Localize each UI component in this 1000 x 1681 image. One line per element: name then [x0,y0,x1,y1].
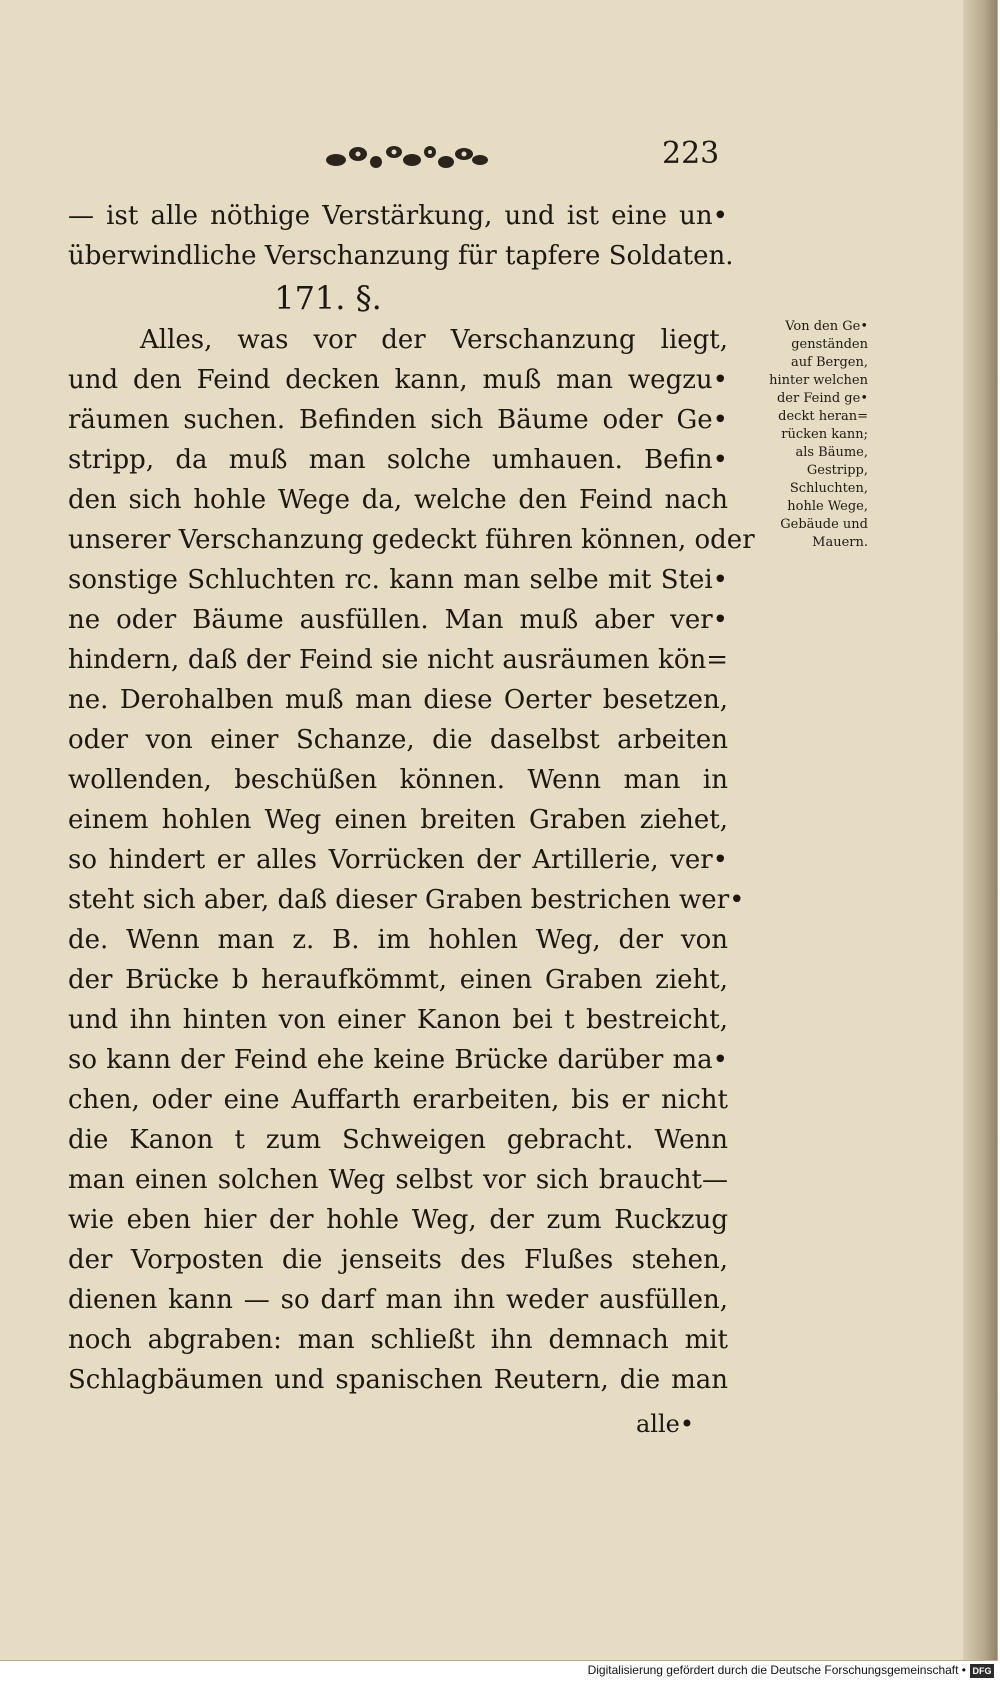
book-gutter [963,0,997,1660]
text-line: wie eben hier der hohle Weg, der zum Ruckzug [68,1205,728,1235]
text-line: sonstige Schluchten rc. kann man selbe mit Stei• [68,565,728,595]
text-line: ne oder Bäume ausfüllen. Man muß aber ver• [68,605,728,635]
text-line: und den Feind decken kann, muß man wegzu• [68,365,728,395]
floral-ornament-icon [322,140,490,174]
marginal-note [728,318,868,552]
text-line: — ist alle nöthige Verstärkung, und ist eine un• [68,201,728,231]
marginal-line: rücken kann; [781,427,868,442]
text-line: hindern, daß der Feind sie nicht ausräumen kön= [68,645,728,675]
text-line: Schlagbäumen und spanischen Reutern, die man [68,1365,728,1395]
marginal-line: hohle Wege, [787,499,868,514]
text-line: oder von einer Schanze, die daselbst arbeiten [68,725,728,755]
text-line: der Brücke b heraufkömmt, einen Graben zieht, [68,965,728,995]
text-line: steht sich aber, daß dieser Graben bestrichen wer• [68,885,745,915]
text-line: so kann der Feind ehe keine Brücke darüber ma• [68,1045,728,1075]
text-line: den sich hohle Wege da, welche den Feind nach [68,485,728,515]
body-text [68,196,755,1400]
text-line: überwindliche Verschanzung für tapfere Soldaten. [68,241,734,271]
digitization-footer [0,1662,1000,1681]
marginal-line: als Bäume, [795,445,868,460]
text-line: man einen solchen Weg selbst vor sich braucht— [68,1165,728,1195]
dfg-logo: DFG [970,1664,994,1678]
text-line: chen, oder eine Auffarth erarbeiten, bis er nicht [68,1085,728,1115]
marginal-line: Schluchten, [789,481,868,496]
text-line: räumen suchen. Befinden sich Bäume oder Ge• [68,405,728,435]
marginal-line: der Feind ge• [776,391,868,406]
text-line: und ihn hinten von einer Kanon bei t bestreicht, [68,1005,728,1035]
section-heading: 171. §. [274,279,382,317]
marginal-line: hinter welchen [769,373,868,388]
text-line: Alles, was vor der Verschanzung liegt, [140,325,728,355]
text-line: so hindert er alles Vorrücken der Artillerie, ver• [68,845,728,875]
text-line: wollenden, beschüßen können. Wenn man in [68,765,728,795]
text-line: die Kanon t zum Schweigen gebracht. Wenn [68,1125,728,1155]
marginal-line: deckt heran= [778,409,868,424]
text-line: de. Wenn man z. B. im hohlen Weg, der von [68,925,728,955]
marginal-line: Von den Ge• [785,319,868,334]
marginal-line: Mauern. [812,535,868,550]
footer-credit: Digitalisierung gefördert durch die Deutsche Forschungsgemeinschaft • [587,1663,966,1677]
catchword: alle• [636,1410,695,1438]
text-line: unserer Verschanzung gedeckt führen können, oder [68,525,755,555]
marginal-line: Gebäude und [780,517,868,532]
text-line: noch abgraben: man schließt ihn demnach mit [68,1325,728,1355]
text-line: ne. Derohalben muß man diese Oerter besetzen, [68,685,728,715]
text-line: dienen kann — so darf man ihn weder ausfüllen, [68,1285,728,1315]
marginal-line: Gestripp, [806,463,868,478]
text-line: einem hohlen Weg einen breiten Graben ziehet, [68,805,728,835]
marginal-line: auf Bergen, [790,355,868,370]
text-line: stripp, da muß man solche umhauen. Befin• [68,445,728,475]
text-line: der Vorposten die jenseits des Flußes stehen, [68,1245,728,1275]
marginal-line: genständen [791,337,868,352]
page-number: 223 [662,136,720,171]
